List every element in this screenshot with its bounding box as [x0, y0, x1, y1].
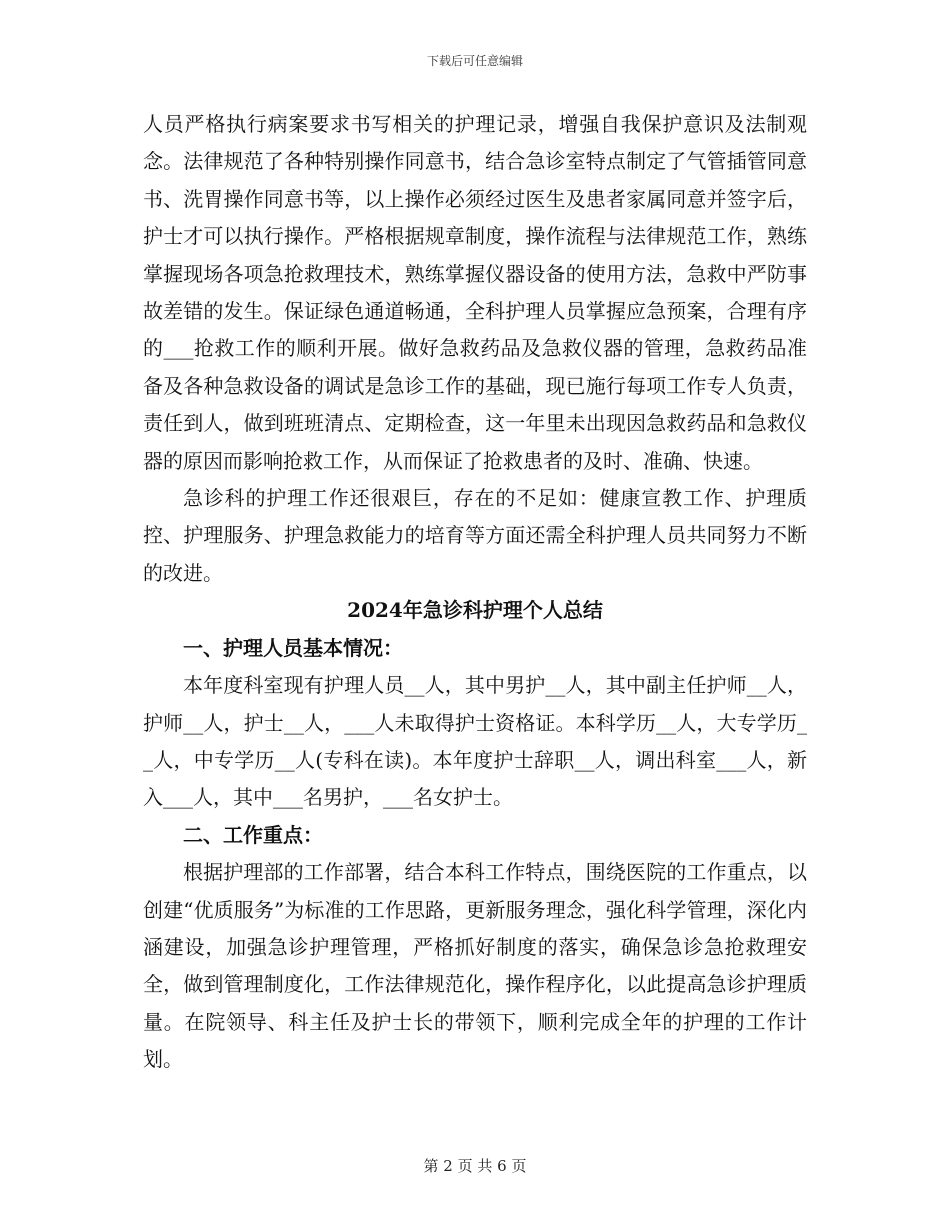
- paragraph-work-priorities: 根据护理部的工作部署，结合本科工作特点，围绕医院的工作重点，以创建“优质服务”为标准的工作思路，更新服务理念，强化科学管理，深化内涵建设，加强急诊护理管理，严格抓好制度的落实，确保急诊急抢救理安全，做到管理制度化，工作法律规范化，操作程序化，以此提高急诊护理质量。在院领导、科主任及护士长的带领下，顺利完成全年的护理的工作计划。: [143, 860, 807, 1072]
- paragraph-continuation: 人员严格执行病案要求书写相关的护理记录，增强自我保护意识及法制观念。法律规范了各种特别操作同意书，结合急诊室特点制定了气管插管同意书、洗胃操作同意书等，以上操作必须经过医生及患者家属同意并签字后，护士才可以执行操作。严格根据规章制度，操作流程与法律规范工作，熟练掌握现场各项急抢救理技术，熟练掌握仪器设备的使用方法，急救中严防事故差错的发生。保证绿色通道畅通，全科护理人员掌握应急预案，合理有序的___抢救工作的顺利开展。做好急救药品及急救仪器的管理，急救药品准备及各种急救设备的调试是急诊工作的基础，现已施行每项工作专人负责，责任到人，做到班班清点、定期检查，这一年里未出现因急救药品和急救仪器的原因而影响抢救工作，从而保证了抢救患者的及时、准确、快速。: [143, 112, 807, 473]
- paragraph-shortcomings: 急诊科的护理工作还很艰巨，存在的不足如：健康宣教工作、护理质控、护理服务、护理急救能力的培育等方面还需全科护理人员共同努力不断的改进。: [143, 486, 807, 585]
- section-heading-priorities: 二、工作重点：: [183, 822, 323, 847]
- document-title: 2024年急诊科护理个人总结: [347, 598, 603, 623]
- section-heading-staff: 一、护理人员基本情况：: [183, 635, 403, 660]
- page-header-note: 下载后可任意编辑: [426, 54, 523, 68]
- paragraph-staff-info: 本年度科室现有护理人员__人，其中男护__人，其中副主任护师__人，护师__人，护士__人，___人未取得护士资格证。本科学历__人，大专学历__人，中专学历__人(专科在读)。本年度护士辞职__人，调出科室___人，新入___人，其中___名男护，___名女护士。: [143, 673, 807, 810]
- page-number: 第 2 页 共 6 页: [423, 1157, 527, 1175]
- document-body: [143, 106, 807, 1079]
